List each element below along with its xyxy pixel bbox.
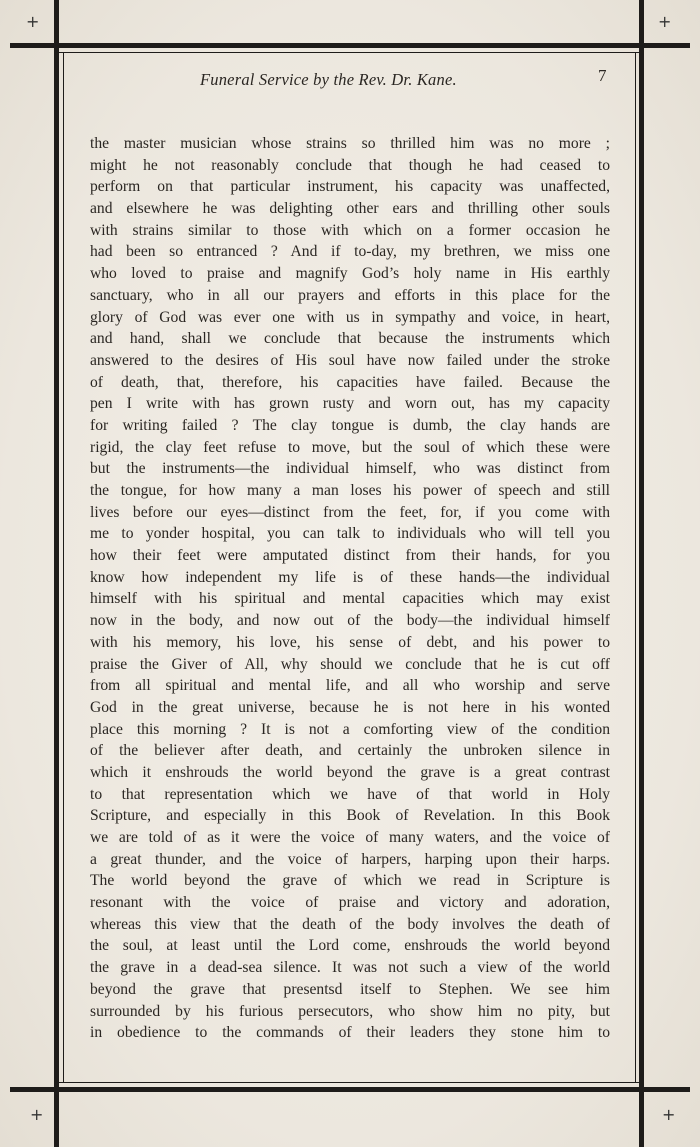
left-inner-rule [63, 52, 64, 1083]
text-line: now in the body, and now out of the body—the individual himself [90, 612, 610, 630]
text-line: glory of God was ever one with us in sympathy and voice, in heart, [90, 308, 610, 326]
text-line: and elsewhere he was delighting other ears and thrilling other souls [90, 200, 610, 218]
text-line: but the instruments—the individual himself, who was distinct from [90, 460, 610, 478]
body-text [90, 133, 610, 1044]
text-line: me to yonder hospital, you can talk to individuals who will tell you [90, 525, 610, 543]
text-line: rigid, the clay feet refuse to move, but the soul of which these were [90, 438, 610, 456]
text-line: praise the Giver of All, why should we conclude that he is cut off [90, 655, 610, 673]
text-line: of death, that, therefore, his capacities have failed. Because the [90, 373, 610, 391]
text-line: who loved to praise and magnify God’s holy name in His earthly [90, 265, 610, 283]
text-line: the tongue, for how many a man loses his power of speech and still [90, 482, 610, 499]
text-line: for writing failed ? The clay tongue is dumb, the clay hands are [90, 416, 610, 434]
text-line: resonant with the voice of praise and victory and adoration, [90, 894, 610, 912]
corner-ornament-top-left: + [26, 12, 40, 31]
top-inner-rule [58, 52, 642, 53]
running-title: Funeral Service by the Rev. Dr. Kane. [200, 70, 457, 89]
text-line: whereas this view that the death of the body involves the death of [90, 915, 610, 933]
text-line: the grave in a dead-sea silence. It was not such a view of the world [90, 959, 610, 977]
text-line: which it enshrouds the world beyond the grave is a great contrast [90, 763, 610, 781]
text-line: might he not reasonably conclude that though he had ceased to [90, 156, 610, 174]
bottom-border-rule [10, 1087, 690, 1092]
text-line: pen I write with has grown rusty and worn out, has my capacity [90, 395, 610, 413]
page-number: 7 [598, 66, 607, 85]
bottom-inner-rule [58, 1082, 642, 1083]
text-line: God in the great universe, because he is not here in his wonted [90, 698, 610, 716]
text-line: perform on that particular instrument, his capacity was unaffected, [90, 178, 610, 196]
top-border-rule [10, 43, 690, 48]
text-line: answered to the desires of His soul have now failed under the stroke [90, 351, 610, 369]
corner-ornament-bottom-right: + [662, 1105, 676, 1124]
text-line: know how independent my life is of these hands—the individual [90, 568, 610, 586]
text-line: to that representation which we have of that world in Holy [90, 785, 610, 803]
left-border-rule [54, 0, 59, 1147]
text-line: the soul, at least until the Lord come, enshrouds the world beyond [90, 937, 610, 955]
text-line: surrounded by his furious persecutors, who show him no pity, but [90, 1002, 610, 1020]
text-line: place this morning ? It is not a comforting view of the condition [90, 720, 610, 738]
text-line: had been so entranced ? And if to-day, my brethren, we miss one [90, 243, 610, 261]
text-line: lives before our eyes—distinct from the feet, for, if you come with [90, 503, 610, 521]
text-line: Scripture, and especially in this Book of Revelation. In this Book [90, 807, 610, 825]
text-line: beyond the grave that presentsd itself to Stephen. We see him [90, 980, 610, 998]
text-line: with strains similar to those with which on a former occasion he [90, 221, 610, 239]
text-line: and hand, shall we conclude that because the instruments which [90, 330, 610, 348]
text-line: himself with his spiritual and mental capacities which may exist [90, 590, 610, 608]
text-line: sanctuary, who in all our prayers and efforts in this place for the [90, 286, 610, 304]
text-line: how their feet were amputated distinct from their hands, for you [90, 547, 610, 565]
text-line: from all spiritual and mental life, and all who worship and serve [90, 677, 610, 695]
corner-ornament-bottom-left: + [30, 1105, 44, 1124]
text-line: the master musician whose strains so thrilled him was no more ; [90, 135, 610, 152]
text-line: we are told of as it were the voice of many waters, and the voice of [90, 829, 610, 846]
text-line: in obedience to the commands of their leaders they stone him to [90, 1024, 610, 1042]
right-border-rule [639, 0, 644, 1147]
text-line: a great thunder, and the voice of harpers, harping upon their harps. [90, 850, 610, 868]
text-line: with his memory, his love, his sense of debt, and his power to [90, 633, 610, 651]
text-line: The world beyond the grave of which we read in Scripture is [90, 872, 610, 890]
text-line: of the believer after death, and certainly the unbroken silence in [90, 742, 610, 760]
corner-ornament-top-right: + [658, 12, 672, 31]
right-inner-rule [635, 52, 636, 1083]
